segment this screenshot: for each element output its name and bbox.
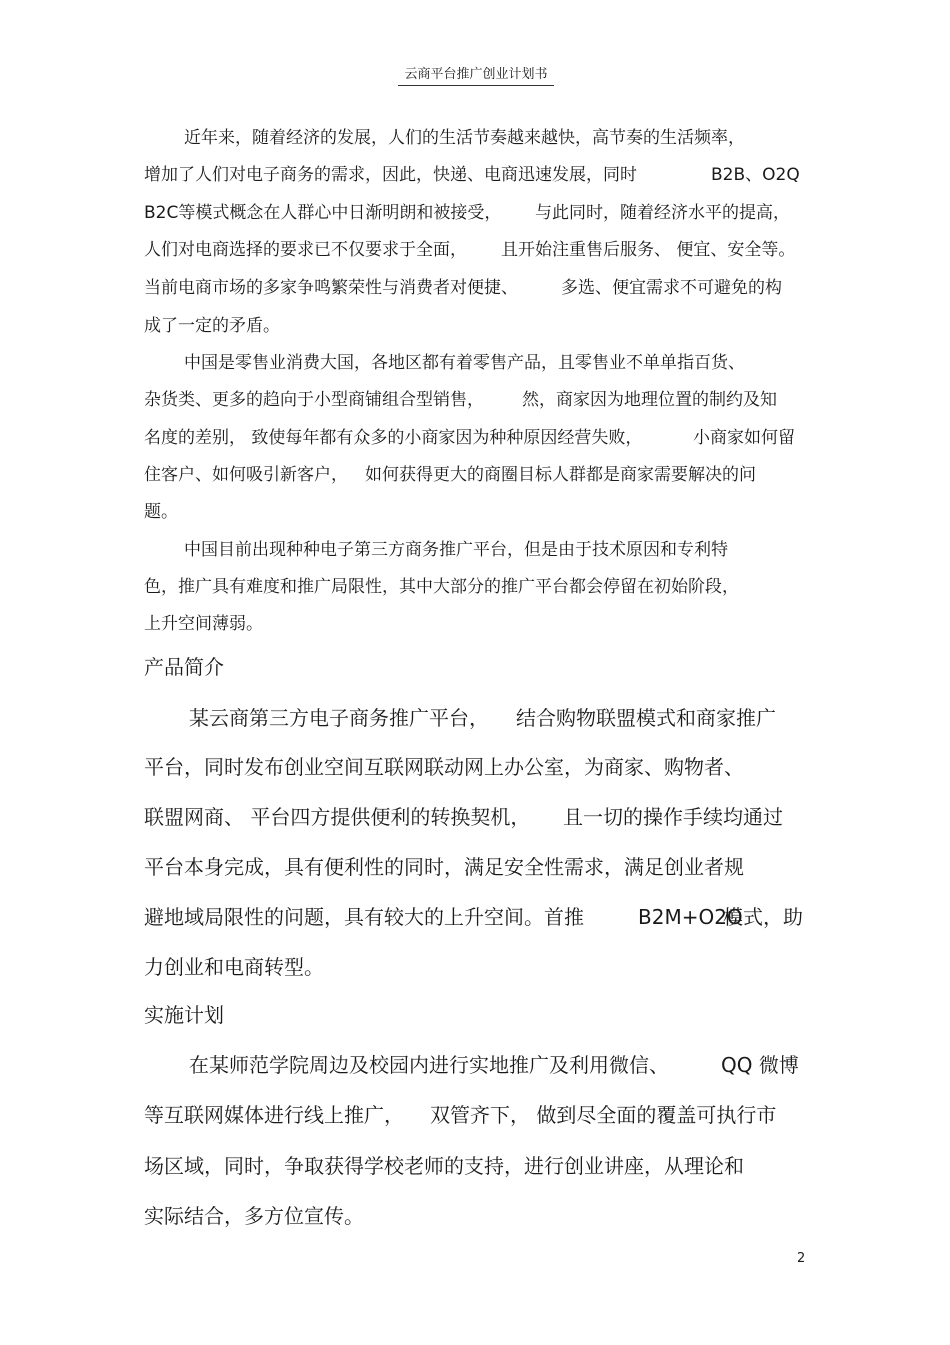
section-heading-plan: 实施计划 xyxy=(144,1003,224,1027)
text-line: 上升空间薄弱。 xyxy=(144,614,263,634)
text-line: 人们对电商选择的要求已不仅要求于全面， xyxy=(144,240,467,260)
text-line: 力创业和电商转型。 xyxy=(144,955,324,979)
text-line: 结合购物联盟模式和商家推广 xyxy=(516,706,776,730)
text-line: 近年来，随着经济的发展，人们的生活节奏越来越快，高节奏的生活频率， xyxy=(184,128,745,148)
text-line: 中国目前出现种种电子第三方商务推广平台，但是由于技术原因和专利特 xyxy=(184,540,728,560)
text-line: 联盟网商、 平台四方提供便利的转换契机， xyxy=(144,805,531,829)
text-line: 模式，助 xyxy=(723,905,803,929)
text-line: QQ 微博 xyxy=(721,1053,799,1077)
page-number: 2 xyxy=(797,1251,806,1266)
text-line: 杂货类、更多的趋向于小型商铺组合型销售， xyxy=(144,390,484,410)
text-line: 然，商家因为地理位置的制约及知 xyxy=(522,390,777,410)
text-line: 实际结合，多方位宣传。 xyxy=(144,1204,364,1228)
text-line: 名度的差别， 致使每年都有众多的小商家因为种种原因经营失败， xyxy=(144,428,643,448)
text-line: 当前电商市场的多家争鸣繁荣性与消费者对便捷、 xyxy=(144,278,518,298)
text-line: 避地域局限性的问题，具有较大的上升空间。首推 xyxy=(144,905,584,929)
text-line: 中国是零售业消费大国，各地区都有着零售产品，且零售业不单单指百货、 xyxy=(184,353,745,373)
text-line: 多选、便宜需求不可避免的构 xyxy=(561,278,782,298)
text-line: 题。 xyxy=(144,502,178,522)
text-line: 且一切的操作手续均通过 xyxy=(563,805,783,829)
text-line: 小商家如何留 xyxy=(693,428,795,448)
text-line: B2M+O2O xyxy=(638,905,743,929)
document-header-title: 云商平台推广创业计划书 xyxy=(398,66,554,86)
text-line: 成了一定的矛盾。 xyxy=(144,316,280,336)
section-heading-product: 产品简介 xyxy=(144,655,224,679)
text-line: 色，推广具有难度和推广局限性，其中大部分的推广平台都会停留在初始阶段， xyxy=(144,577,739,597)
text-line: 场区域，同时，争取获得学校老师的支持，进行创业讲座，从理论和 xyxy=(144,1154,744,1178)
text-line: 如何获得更大的商圈目标人群都是商家需要解决的问 xyxy=(365,465,756,485)
text-line: 与此同时，随着经济水平的提高， xyxy=(535,203,790,223)
text-line: 增加了人们对电子商务的需求，因此，快递、电商迅速发展，同时 xyxy=(144,165,637,185)
text-line: 且开始注重售后服务、 便宜、安全等。 xyxy=(501,240,796,260)
text-line: 某云商第三方电子商务推广平台， xyxy=(189,706,489,730)
text-line: 等互联网媒体进行线上推广， xyxy=(144,1103,404,1127)
text-line: 住客户、如何吸引新客户， xyxy=(144,465,348,485)
text-line: 双管齐下， 做到尽全面的覆盖可执行市 xyxy=(430,1103,777,1127)
text-line: B2B、O2Q xyxy=(711,165,800,185)
text-line: 在某师范学院周边及校园内进行实地推广及利用微信、 xyxy=(189,1053,669,1077)
text-line: B2C等模式概念在人群心中日渐明朗和被接受， xyxy=(144,203,502,223)
text-line: 平台，同时发布创业空间互联网联动网上办公室，为商家、购物者、 xyxy=(144,755,744,779)
text-line: 平台本身完成，具有便利性的同时，满足安全性需求，满足创业者规 xyxy=(144,855,744,879)
